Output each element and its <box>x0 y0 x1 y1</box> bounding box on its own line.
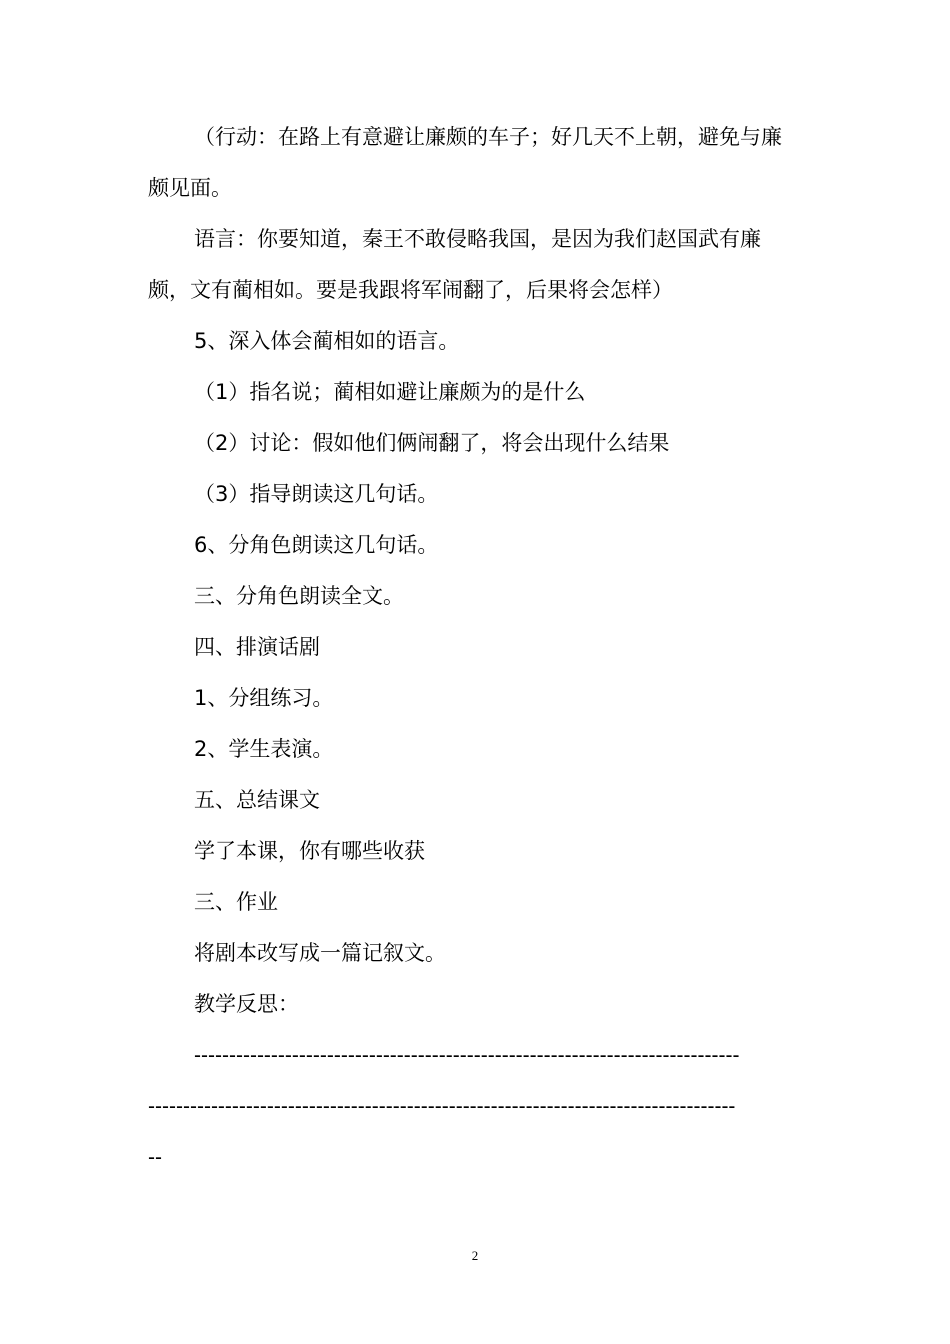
summary-question: 学了本课，你有哪些收获 <box>194 839 425 863</box>
paragraph-action: （行动：在路上有意避让廉颇的车子；好几天不上朝，避免与廉颇见面。 <box>148 125 782 200</box>
reflection-heading: 教学反思： <box>194 992 299 1016</box>
reflection-line-3: -- <box>148 1146 162 1169</box>
homework-task: 将剧本改写成一篇记叙文。 <box>194 941 446 965</box>
step-5-3: （3）指导朗读这几句话。 <box>194 482 439 506</box>
paragraph-language: 语言：你要知道，秦王不敢侵略我国，是因为我们赵国武有廉颇，文有蔺相如。要是我跟将军闹翻了，后果将会怎样） <box>148 227 761 302</box>
section-5-heading: 五、总结课文 <box>194 788 320 812</box>
step-4-1: 1、分组练习。 <box>194 686 334 710</box>
homework-heading: 三、作业 <box>194 890 278 914</box>
section-3-heading: 三、分角色朗读全文。 <box>194 584 404 608</box>
reflection-line-2: ------------------------------------------------------------------------------------ <box>148 1095 736 1118</box>
reflection-line-1: ------------------------------------------------------------------------------ <box>194 1044 740 1067</box>
step-5-1: （1）指名说；蔺相如避让廉颇为的是什么 <box>194 380 586 404</box>
step-5: 5、深入体会蔺相如的语言。 <box>194 329 460 353</box>
step-4-2: 2、学生表演。 <box>194 737 334 761</box>
section-4-heading: 四、排演话剧 <box>194 635 320 659</box>
step-5-2: （2）讨论：假如他们俩闹翻了，将会出现什么结果 <box>194 431 670 455</box>
step-6: 6、分角色朗读这几句话。 <box>194 533 439 557</box>
page-number: 2 <box>471 1248 479 1263</box>
document-body <box>148 112 798 1183</box>
